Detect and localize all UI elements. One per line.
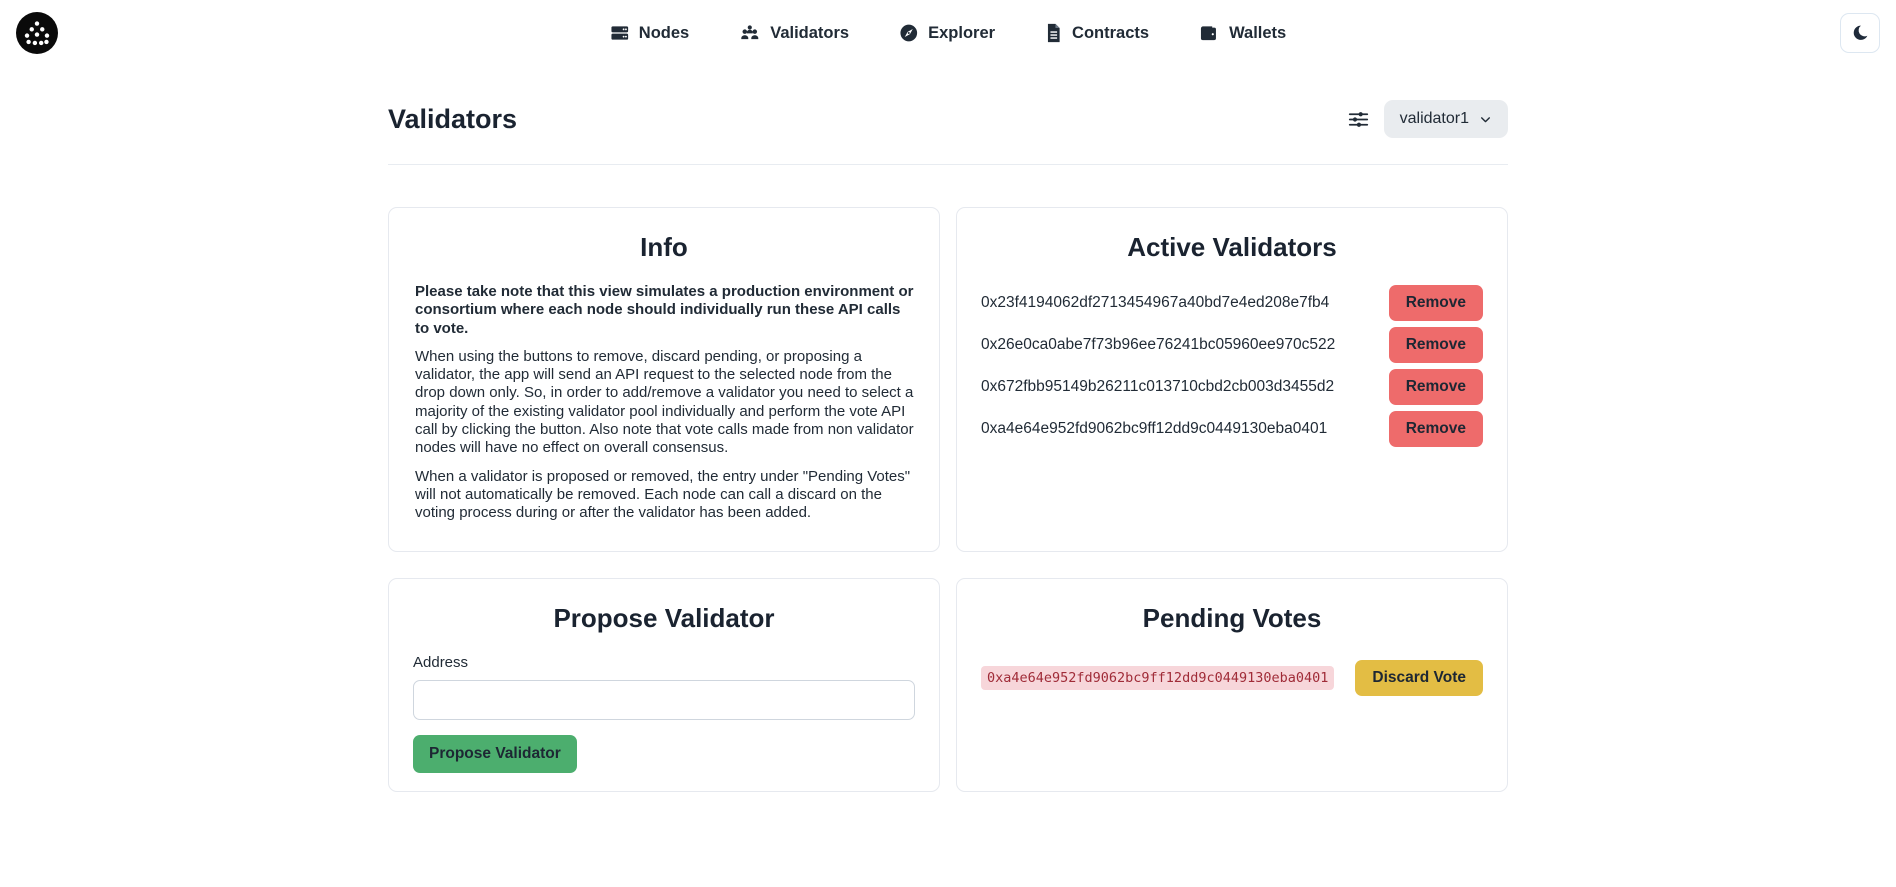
theme-toggle-button[interactable] — [1840, 13, 1880, 53]
info-heading: Info — [640, 232, 688, 262]
validator-row — [981, 283, 1483, 322]
pending-vote-row — [981, 660, 1483, 696]
nav-item-contracts[interactable] — [1045, 23, 1149, 43]
wallet-icon — [1199, 23, 1220, 43]
active-validators-heading: Active Validators — [1127, 232, 1337, 262]
active-validators-card — [956, 207, 1508, 552]
validator-address: 0xa4e64e952fd9062bc9ff12dd9c0449130eba0401 — [981, 419, 1328, 437]
remove-validator-button[interactable]: Remove — [1389, 411, 1483, 447]
active-validators-list — [981, 283, 1483, 448]
contract-file-icon — [1045, 23, 1063, 43]
validator-row — [981, 367, 1483, 406]
cards-grid — [388, 207, 1508, 792]
node-selector-controls — [1348, 100, 1508, 138]
nav-label-validators: Validators — [770, 23, 850, 42]
nav-item-explorer[interactable] — [899, 23, 995, 43]
remove-validator-button[interactable]: Remove — [1389, 327, 1483, 363]
propose-validator-card — [388, 578, 940, 792]
header-divider — [388, 164, 1508, 165]
nav-item-wallets[interactable] — [1199, 23, 1286, 43]
propose-validator-heading: Propose Validator — [553, 602, 775, 633]
chevron-down-icon — [1479, 113, 1492, 126]
info-paragraph: When a validator is proposed or removed, the entry under "Pending Votes" will not automatically be removed. Each node can call a discard on the voting process during or after the validator has been added. — [415, 467, 911, 522]
validator-row — [981, 409, 1483, 448]
validators-page — [388, 100, 1508, 792]
top-navigation-bar — [0, 0, 1896, 66]
validator-address: 0x23f4194062df2713454967a40bd7e4ed208e7fb4 — [981, 293, 1330, 311]
nav-item-nodes[interactable] — [610, 23, 689, 43]
node-selector-value: validator1 — [1399, 110, 1469, 127]
moon-icon — [1851, 24, 1869, 42]
nav-label-nodes: Nodes — [638, 23, 690, 42]
compass-icon — [899, 23, 919, 43]
validator-address: 0x26e0ca0abe7f73b96ee76241bc05960ee970c522 — [981, 335, 1336, 353]
validator-row — [981, 325, 1483, 364]
pending-votes-heading: Pending Votes — [1142, 602, 1322, 633]
remove-validator-button[interactable]: Remove — [1389, 285, 1483, 321]
info-card — [388, 207, 940, 552]
besu-dots-logo-glyph — [16, 12, 58, 54]
discard-vote-button[interactable]: Discard Vote — [1355, 660, 1483, 696]
nav-label-contracts: Contracts — [1072, 23, 1150, 42]
users-icon — [739, 23, 761, 43]
main-nav — [610, 23, 1286, 43]
remove-validator-button[interactable]: Remove — [1389, 369, 1483, 405]
besu-dots-logo[interactable] — [16, 12, 58, 54]
info-paragraph: Please take note that this view simulates a production environment or consortium where each node should individually run these API calls to vote. — [415, 283, 914, 337]
info-body — [413, 283, 915, 523]
pending-votes-card — [956, 578, 1508, 792]
propose-validator-button[interactable]: Propose Validator — [413, 735, 577, 773]
sliders-icon[interactable] — [1348, 109, 1369, 130]
node-selector-dropdown[interactable] — [1384, 100, 1508, 138]
address-input[interactable] — [413, 680, 915, 720]
page-header-row — [388, 100, 1508, 138]
nav-item-validators[interactable] — [739, 23, 849, 43]
validator-address: 0x672fbb95149b26211c013710cbd2cb003d3455d2 — [981, 377, 1335, 395]
address-label: Address — [413, 653, 469, 671]
info-paragraph: When using the buttons to remove, discard pending, or proposing a validator, the app will send an API request to the selected node from the drop down only. So, in order to add/remove a validator you need to select a majority of the existing validator pool individually and perform the vote API call by clicking the button. Also note that vote calls made from non validator nodes will have no effect on overall consensus. — [415, 347, 914, 457]
pending-vote-address: 0xa4e64e952fd9062bc9ff12dd9c0449130eba0401 — [981, 666, 1334, 690]
page-title: Validators — [388, 103, 518, 134]
server-icon — [610, 23, 630, 43]
propose-actions — [413, 735, 915, 773]
nav-label-explorer: Explorer — [928, 23, 996, 42]
nav-label-wallets: Wallets — [1229, 23, 1287, 42]
